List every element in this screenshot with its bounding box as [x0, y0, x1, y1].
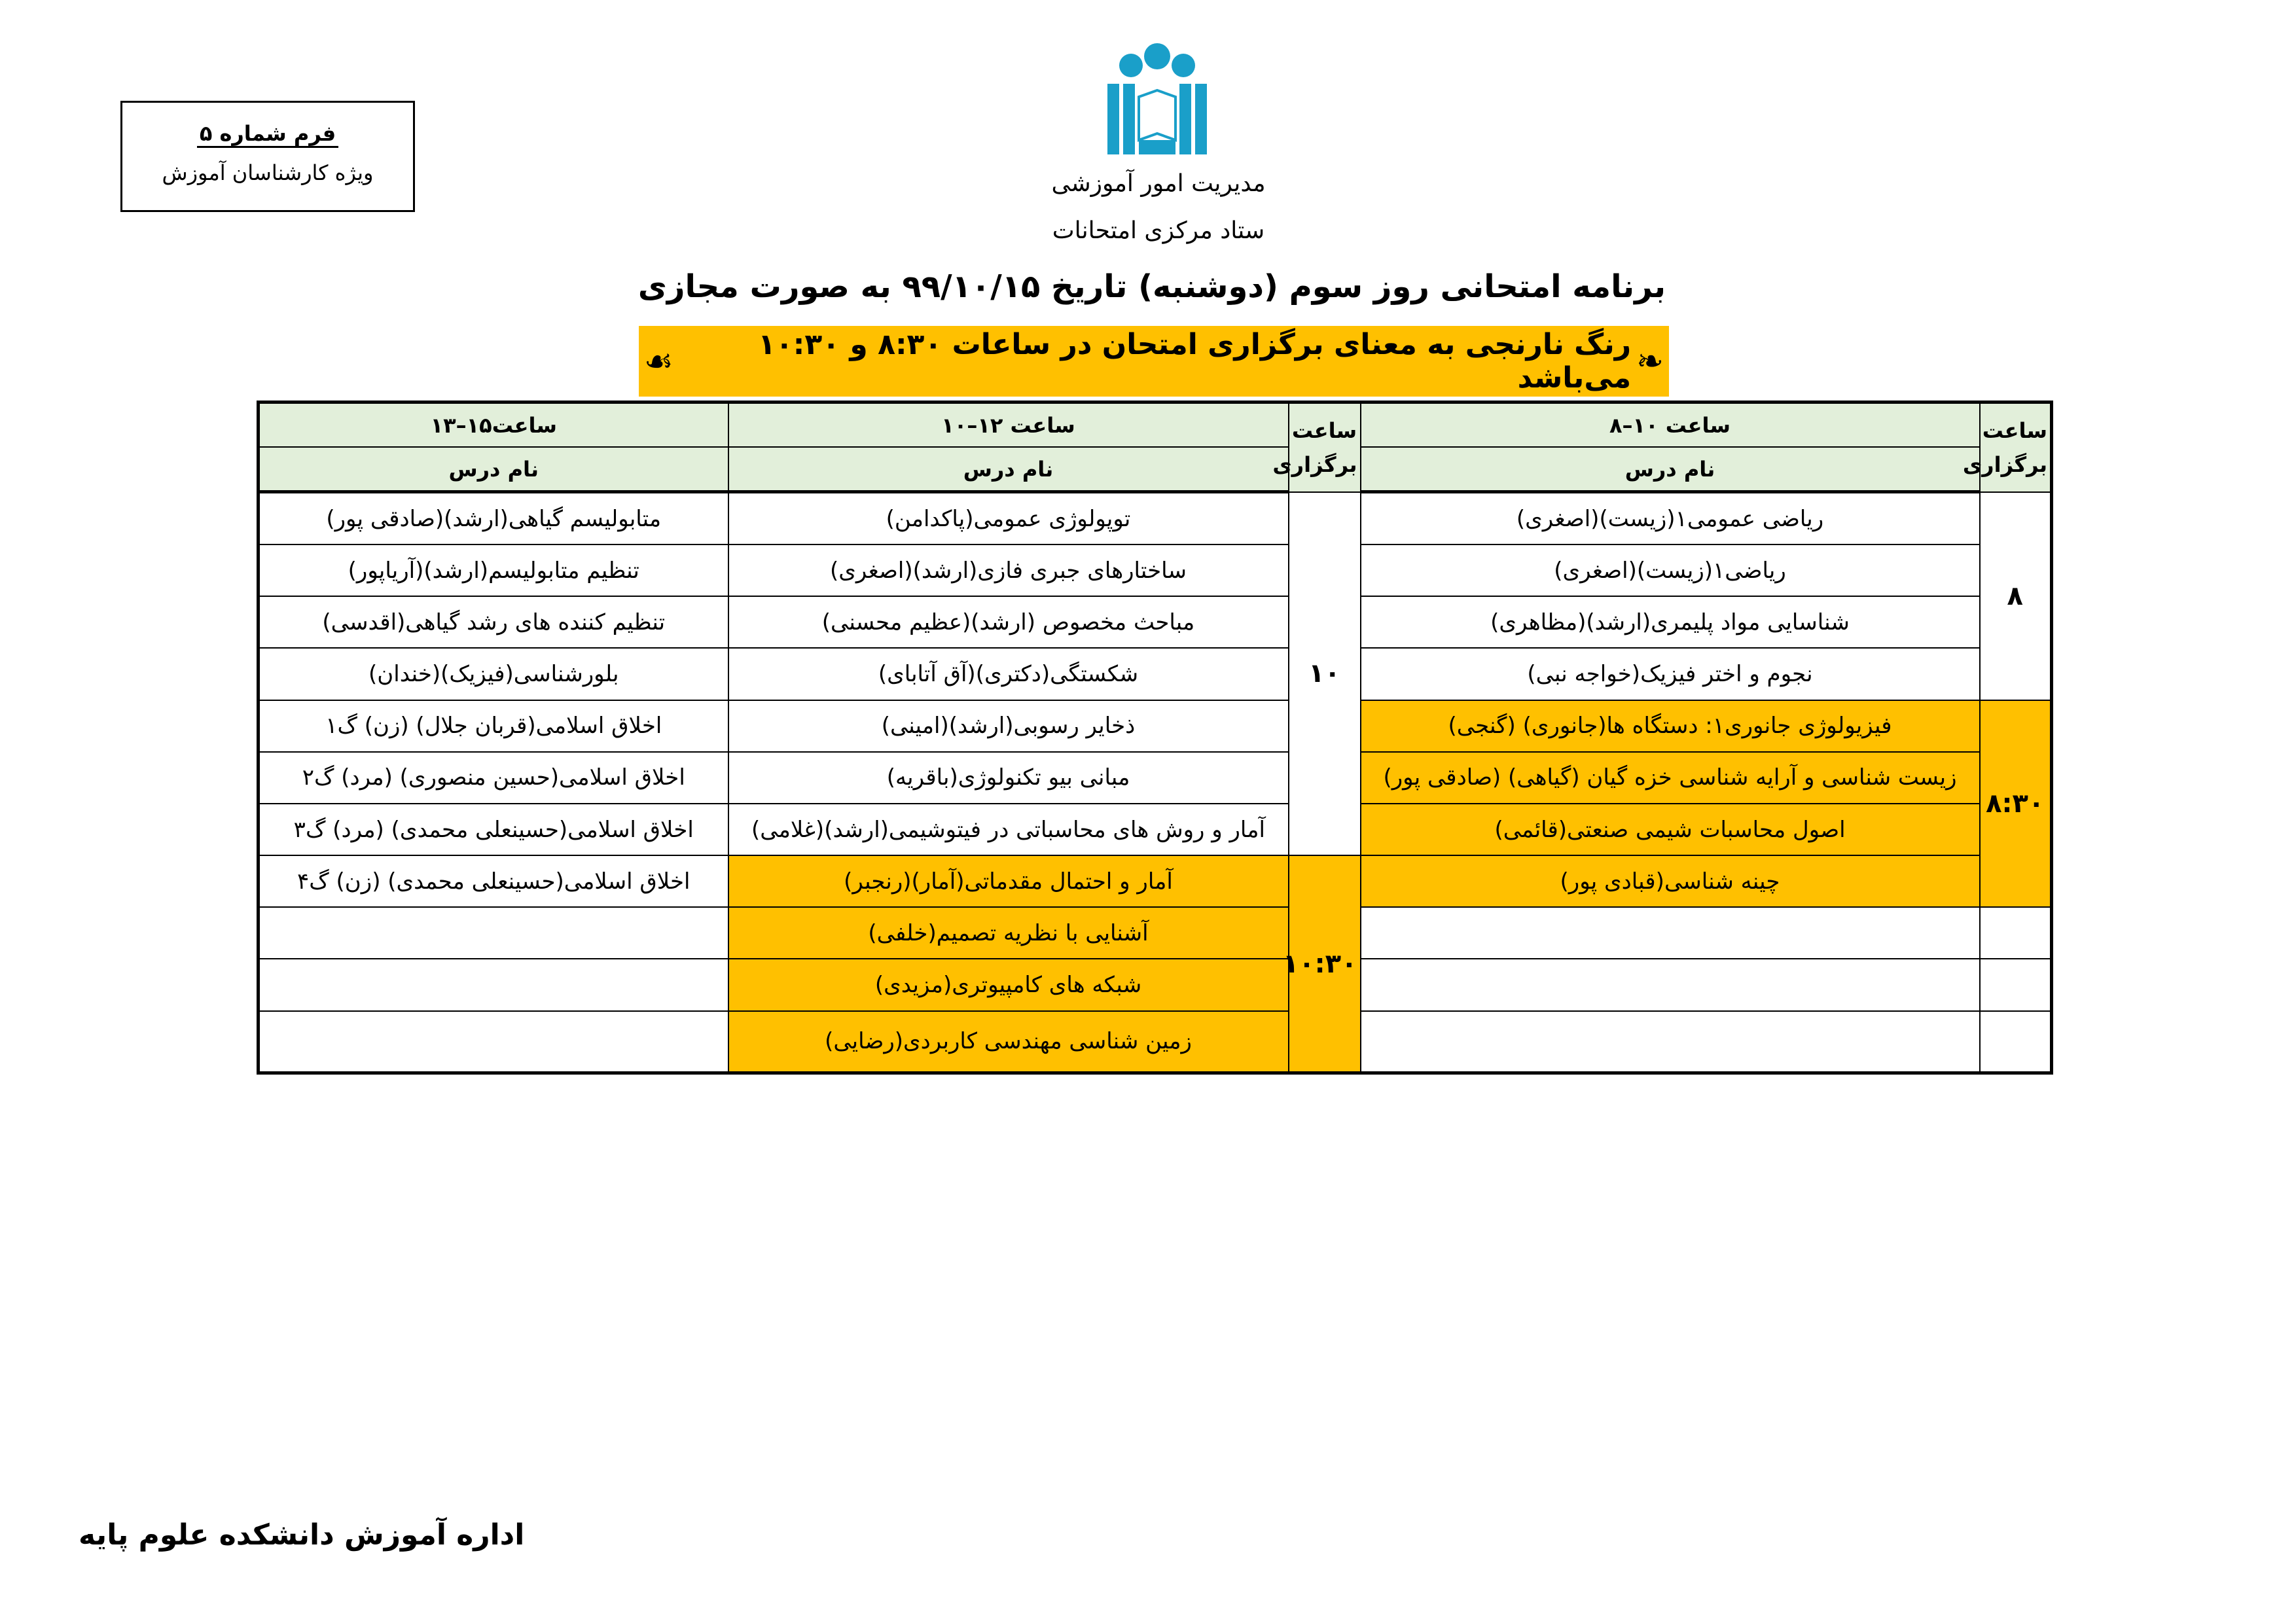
empty-course-cell — [259, 907, 728, 959]
table-subheader-row — [259, 447, 2052, 492]
time-cell: ۸ — [1980, 492, 2052, 700]
course-cell: زمین شناسی مهندسی کاربردی(رضایی) — [728, 1011, 1289, 1073]
course-cell: چینه شناسی(قبادی پور) — [1361, 855, 1980, 907]
course-cell: زیست شناسی و آرایه شناسی خزه گیان (گیاهی) (صادقی پور) — [1361, 752, 1980, 804]
table-header-row — [259, 402, 2052, 448]
logo-pillar-2 — [1123, 84, 1135, 154]
slot-header-10-12: ساعت ۱۲–۱۰ — [728, 402, 1289, 448]
orange-legend-banner — [639, 326, 1669, 397]
empty-course-cell — [1361, 959, 1980, 1010]
course-cell: ریاضی عمومی۱(زیست)(اصغری) — [1361, 492, 1980, 545]
table-row — [259, 544, 2052, 596]
logo-circle-left — [1119, 54, 1143, 77]
course-cell: ذخایر رسوبی(ارشد)(امینی) — [728, 700, 1289, 752]
table-row — [259, 492, 2052, 545]
logo-pillar-3 — [1179, 84, 1191, 154]
course-cell: اصول محاسبات شیمی صنعتی(قائمی) — [1361, 804, 1980, 855]
table-row — [259, 855, 2052, 907]
course-cell: اخلاق اسلامی(حسینعلی محمدی) (مرد) گ۳ — [259, 804, 728, 855]
course-cell: تنظیم کننده های رشد گیاهی(اقدسی) — [259, 596, 728, 648]
course-cell: تنظیم متابولیسم(ارشد)(آریاپور) — [259, 544, 728, 596]
course-cell: ساختارهای جبری فازی(ارشد)(اصغری) — [728, 544, 1289, 596]
empty-course-cell — [1361, 1011, 1980, 1073]
header-line-1: مدیریت امور آموزشی — [1051, 170, 1266, 197]
logo-circle-right — [1172, 54, 1195, 77]
course-cell: بلورشناسی(فیزیک)(خندان) — [259, 648, 728, 700]
course-cell: فیزیولوژی جانوری۱: دستگاه ها(جانوری) (گنجی) — [1361, 700, 1980, 752]
course-cell: متابولیسم گیاهی(ارشد)(صادقی پور) — [259, 492, 728, 545]
banner-text: رنگ نارنجی به معنای برگزاری امتحان در ساعات ۸:۳۰ و ۱۰:۳۰ می‌باشد — [758, 328, 1632, 395]
table-row — [259, 648, 2052, 700]
course-cell: شکستگی(دکتری)(آق آتابای) — [728, 648, 1289, 700]
course-cell: نجوم و اختر فیزیک(خواجه نبی) — [1361, 648, 1980, 700]
course-name-header: نام درس — [728, 447, 1289, 492]
logo-pillar-4 — [1195, 84, 1207, 154]
logo-book — [1139, 90, 1175, 140]
table-row — [259, 907, 2052, 959]
course-cell: ریاضی۱(زیست)(اصغری) — [1361, 544, 1980, 596]
slot-header-8-10: ساعت ۱۰–۸ — [1361, 402, 1980, 448]
form-number: فرم شماره ۵ — [197, 121, 338, 148]
time-cell: ۱۰:۳۰ — [1289, 855, 1361, 1073]
course-cell: اخلاق اسلامی(حسینعلی محمدی) (زن) گ۴ — [259, 855, 728, 907]
empty-course-cell — [1361, 907, 1980, 959]
empty-time-cell — [1980, 907, 2052, 959]
table-row — [259, 700, 2052, 752]
course-cell: اخلاق اسلامی(قربان جلال) (زن) گ۱ — [259, 700, 728, 752]
table-row — [259, 959, 2052, 1010]
empty-course-cell — [259, 1011, 728, 1073]
time-cell: ۸:۳۰ — [1980, 700, 2052, 908]
ornament-icon: ☙ — [644, 342, 673, 380]
table-row — [259, 596, 2052, 648]
footer-office: اداره آموزش دانشکده علوم پایه — [79, 1518, 525, 1552]
course-cell: آشنایی با نظریه تصمیم(خلفی) — [728, 907, 1289, 959]
ornament-icon: ❧ — [1636, 342, 1664, 380]
hour-header: ساعت برگزاری — [1980, 402, 2052, 492]
time-cell: ۱۰ — [1289, 492, 1361, 856]
course-name-header: نام درس — [1361, 447, 1980, 492]
page-title: برنامه امتحانی روز سوم (دوشنبه) تاریخ ۹۹/۱۰/۱۵ به صورت مجازی — [637, 268, 1666, 305]
table-row — [259, 752, 2052, 804]
logo-base — [1139, 140, 1175, 154]
course-name-header: نام درس — [259, 447, 728, 492]
logo-pillar-1 — [1107, 84, 1119, 154]
empty-time-cell — [1980, 1011, 2052, 1073]
exam-schedule-table — [257, 401, 2053, 1075]
course-cell: آمار و احتمال مقدماتی(آمار)(رنجبر) — [728, 855, 1289, 907]
table-row — [259, 804, 2052, 855]
header-line-2: ستاد مرکزی امتحانات — [1052, 217, 1265, 244]
form-subtitle: ویژه کارشناسان آموزش — [162, 160, 374, 185]
course-cell: اخلاق اسلامی(حسین منصوری) (مرد) گ۲ — [259, 752, 728, 804]
table-row — [259, 1011, 2052, 1073]
course-cell: مبانی بیو تکنولوژی(باقریه) — [728, 752, 1289, 804]
course-cell: شبکه های کامپیوتری(مزیدی) — [728, 959, 1289, 1010]
hour-header: ساعت برگزاری — [1289, 402, 1361, 492]
form-box — [120, 101, 415, 212]
course-cell: توپولوژی عمومی(پاکدامن) — [728, 492, 1289, 545]
slot-header-13-15: ساعت۱۵–۱۳ — [259, 402, 728, 448]
course-cell: آمار و روش های محاسباتی در فیتوشیمی(ارشد)(غلامی) — [728, 804, 1289, 855]
empty-time-cell — [1980, 959, 2052, 1010]
course-cell: شناسایی مواد پلیمری(ارشد)(مظاهری) — [1361, 596, 1980, 648]
university-logo — [1105, 42, 1210, 157]
logo-circle-center — [1144, 43, 1170, 69]
course-cell: مباحث مخصوص (ارشد)(عظیم محسنی) — [728, 596, 1289, 648]
empty-course-cell — [259, 959, 728, 1010]
